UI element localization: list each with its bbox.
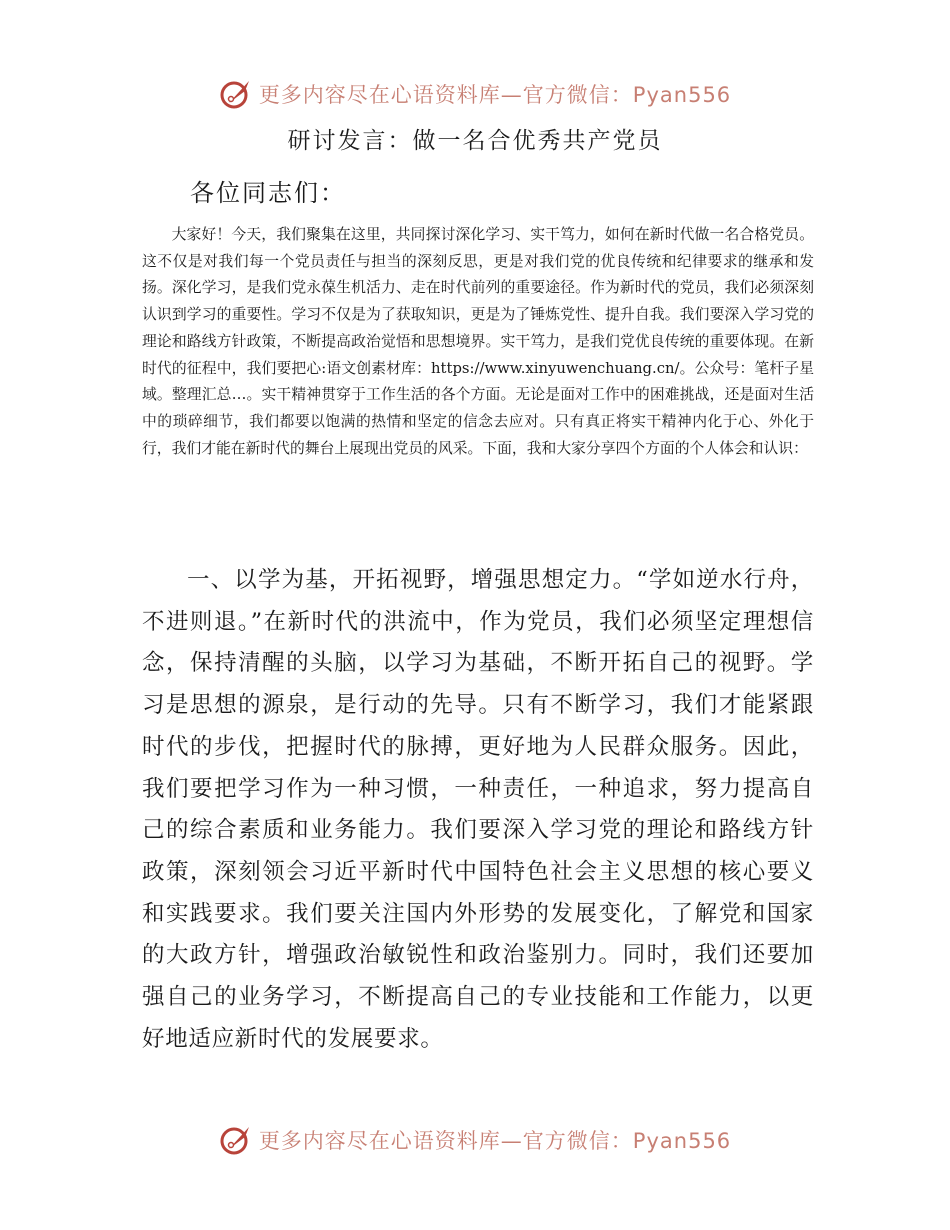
header-watermark-banner <box>0 72 950 116</box>
footer-watermark-banner <box>0 1118 950 1162</box>
section-one-paragraph: 一、以学为基，开拓视野，增强思想定力。“学如逆水行舟，不进则退。”在新时代的洪流中，作为党员，我们必须坚定理想信念，保持清醒的头脑，以学习为基础，不断开拓自己的视野。学习是思想的源泉，是行动的先导。只有不断学习，我们才能紧跟时代的步伐，把握时代的脉搏，更好地为人民群众服务。因此，我们要把学习作为一种习惯，一种责任，一种追求，努力提高自己的综合素质和业务能力。我们要深入学习党的理论和路线方针政策，深刻领会习近平新时代中国特色社会主义思想的核心要义和实践要求。我们要关注国内外形势的发展变化，了解党和国家的大政方针，增强政治敏锐性和政治鉴别力。同时，我们还要加强自己的业务学习，不断提高自己的专业技能和工作能力，以更好地适应新时代的发展要求。 <box>142 567 814 1052</box>
quill-logo-icon <box>219 77 253 111</box>
document-title: 研讨发言：做一名合优秀共产党员 <box>287 128 663 154</box>
watermark-text: 更多内容尽在心语资料库—官方微信：Pyan556 <box>258 1129 732 1153</box>
quill-logo-icon <box>219 1123 253 1157</box>
watermark-text: 更多内容尽在心语资料库—官方微信：Pyan556 <box>258 83 732 107</box>
greeting: 各位同志们： <box>190 179 346 207</box>
intro-paragraph: 大家好！今天，我们聚集在这里，共同探讨深化学习、实干笃力，如何在新时代做一名合格党员。这不仅是对我们每一个党员责任与担当的深刻反思，更是对我们党的优良传统和纪律要求的继承和发扬。深化学习，是我们党永葆生机活力、走在时代前列的重要途径。作为新时代的党员，我们必须深刻认识到学习的重要性。学习不仅是为了获取知识，更是为了锤炼党性、提升自我。我们要深入学习党的理论和路线方针政策，不断提高政治觉悟和思想境界。实干笃力，是我们党优良传统的重要体现。在新时代的征程中，我们要把心:语文创素材库：https://www.xinyuwenchuang.cn/。公众号：笔杆子星域。整理汇总…。实干精神贯穿于工作生活的各个方面。无论是面对工作中的困难挑战，还是面对生活中的琐碎细节，我们都要以饱满的热情和坚定的信念去应对。只有真正将实干精神内化于心、外化于行，我们才能在新时代的舞台上展现出党员的风采。下面，我和大家分享四个方面的个人体会和认识： <box>142 226 814 457</box>
